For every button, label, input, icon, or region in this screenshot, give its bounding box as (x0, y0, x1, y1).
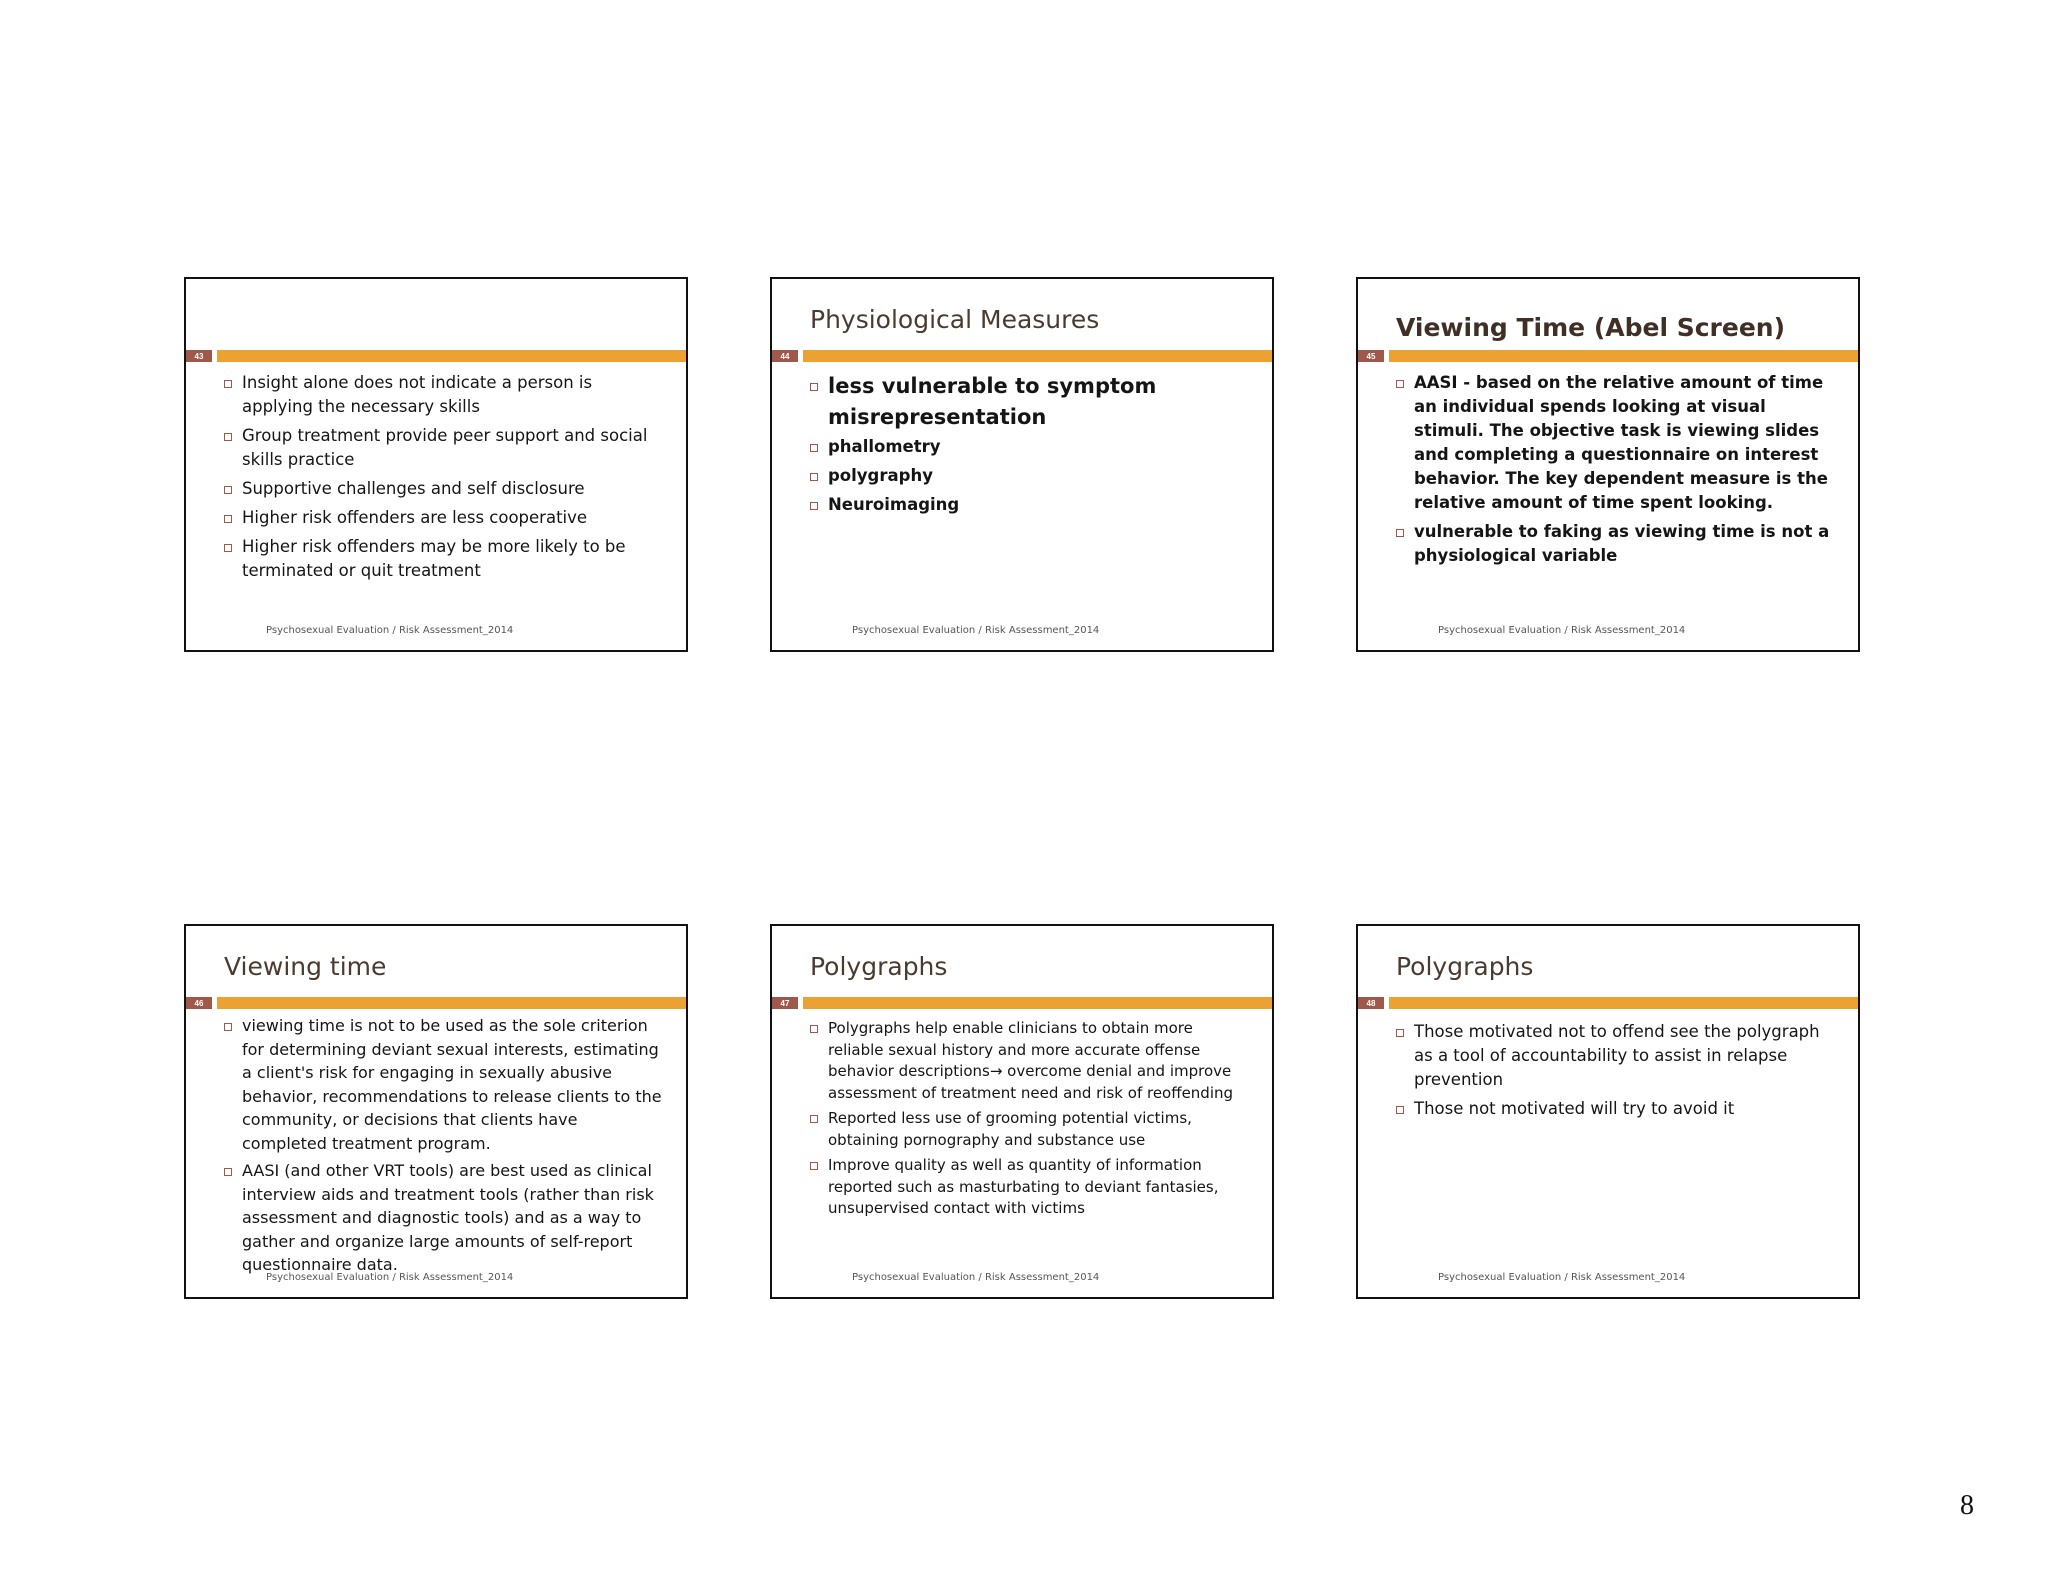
slide-title: Viewing time (224, 951, 387, 981)
bullet-list (1396, 371, 1838, 573)
square-bullet-icon (224, 515, 232, 523)
bullet-item: Reported less use of grooming potential victims, obtaining pornography and substance use (810, 1108, 1252, 1151)
bullet-list (224, 1014, 666, 1282)
slide-footer: Psychosexual Evaluation / Risk Assessment_2014 (266, 1272, 514, 1283)
title-bar (772, 997, 1272, 1009)
bullet-item: Insight alone does not indicate a person is applying the necessary skills (224, 371, 666, 419)
slide-title: Polygraphs (810, 951, 948, 981)
slide-title: Viewing Time (Abel Screen) (1396, 312, 1786, 342)
bullet-item: Those motivated not to offend see the polygraph as a tool of accountability to assist in relapse prevention (1396, 1020, 1838, 1092)
slide-43 (184, 277, 688, 652)
accent-bar (803, 350, 1272, 362)
square-bullet-icon (224, 1168, 232, 1176)
slide-46 (184, 924, 688, 1299)
slide-footer: Psychosexual Evaluation / Risk Assessment_2014 (852, 1272, 1100, 1283)
accent-bar (803, 997, 1272, 1009)
bullet-item: Neuroimaging (810, 493, 1252, 517)
bullet-item: AASI - based on the relative amount of time an individual spends looking at visual stimuli. The objective task is viewing slides and completing a questionnaire on interest behavior. The key dependent measure is the relative amount of time spent looking. (1396, 371, 1838, 515)
square-bullet-icon (1396, 529, 1404, 537)
bullet-item: Higher risk offenders may be more likely to be terminated or quit treatment (224, 535, 666, 583)
page-number: 8 (1960, 1490, 1974, 1521)
title-bar (1358, 997, 1858, 1009)
square-bullet-icon (810, 444, 818, 452)
square-bullet-icon (810, 1025, 818, 1033)
square-bullet-icon (1396, 1029, 1404, 1037)
square-bullet-icon (810, 1162, 818, 1170)
accent-bar (217, 997, 686, 1009)
title-bar (772, 350, 1272, 362)
bullet-item: AASI (and other VRT tools) are best used as clinical interview aids and treatment tools (rather than risk assessment and diagnostic tools) and as a way to gather and organize large amounts of self-report questionnaire data. (224, 1159, 666, 1277)
title-bar (1358, 350, 1858, 362)
slide-number: 48 (1358, 997, 1384, 1009)
slide-48 (1356, 924, 1860, 1299)
bullet-item: less vulnerable to symptom misrepresentation (810, 371, 1252, 433)
bullet-list (810, 371, 1252, 522)
title-bar (186, 350, 686, 362)
bullet-item: vulnerable to faking as viewing time is not a physiological variable (1396, 520, 1838, 568)
accent-bar (1389, 997, 1858, 1009)
square-bullet-icon (810, 502, 818, 510)
bullet-item: polygraphy (810, 464, 1252, 488)
bullet-item: viewing time is not to be used as the sole criterion for determining deviant sexual interests, estimating a client's risk for engaging in sexually abusive behavior, recommendations to release clients to the community, or decisions that clients have completed treatment program. (224, 1014, 666, 1155)
bullet-item: Polygraphs help enable clinicians to obtain more reliable sexual history and more accurate offense behavior descriptions→ overcome denial and improve assessment of treatment need and risk of reoffending (810, 1018, 1252, 1104)
slide-number: 46 (186, 997, 212, 1009)
slide-title: Physiological Measures (810, 304, 1100, 334)
slide-footer: Psychosexual Evaluation / Risk Assessment_2014 (852, 625, 1100, 636)
slide-45 (1356, 277, 1860, 652)
slide-footer: Psychosexual Evaluation / Risk Assessment_2014 (266, 625, 514, 636)
accent-bar (217, 350, 686, 362)
square-bullet-icon (810, 473, 818, 481)
square-bullet-icon (224, 380, 232, 388)
bullet-list (1396, 1020, 1838, 1126)
slide-footer: Psychosexual Evaluation / Risk Assessment_2014 (1438, 1272, 1686, 1283)
slide-title: Polygraphs (1396, 951, 1534, 981)
slide-number: 43 (186, 350, 212, 362)
slide-number: 47 (772, 997, 798, 1009)
square-bullet-icon (224, 1023, 232, 1031)
slide-47 (770, 924, 1274, 1299)
bullet-item: Supportive challenges and self disclosure (224, 477, 666, 501)
square-bullet-icon (224, 433, 232, 441)
slide-title (224, 293, 666, 345)
slide-44 (770, 277, 1274, 652)
square-bullet-icon (810, 383, 818, 391)
square-bullet-icon (1396, 1106, 1404, 1114)
bullet-item: Group treatment provide peer support and social skills practice (224, 424, 666, 472)
slide-number: 44 (772, 350, 798, 362)
bullet-item: Higher risk offenders are less cooperative (224, 506, 666, 530)
accent-bar (1389, 350, 1858, 362)
bullet-item: Those not motivated will try to avoid it (1396, 1097, 1838, 1121)
bullet-item: phallometry (810, 435, 1252, 459)
square-bullet-icon (224, 486, 232, 494)
square-bullet-icon (224, 544, 232, 552)
square-bullet-icon (810, 1115, 818, 1123)
title-bar (186, 997, 686, 1009)
slide-footer: Psychosexual Evaluation / Risk Assessment_2014 (1438, 625, 1686, 636)
bullet-list (810, 1018, 1252, 1225)
square-bullet-icon (1396, 380, 1404, 388)
bullet-list (224, 371, 666, 588)
bullet-item: Improve quality as well as quantity of information reported such as masturbating to deviant fantasies, unsupervised contact with victims (810, 1155, 1252, 1220)
slide-number: 45 (1358, 350, 1384, 362)
